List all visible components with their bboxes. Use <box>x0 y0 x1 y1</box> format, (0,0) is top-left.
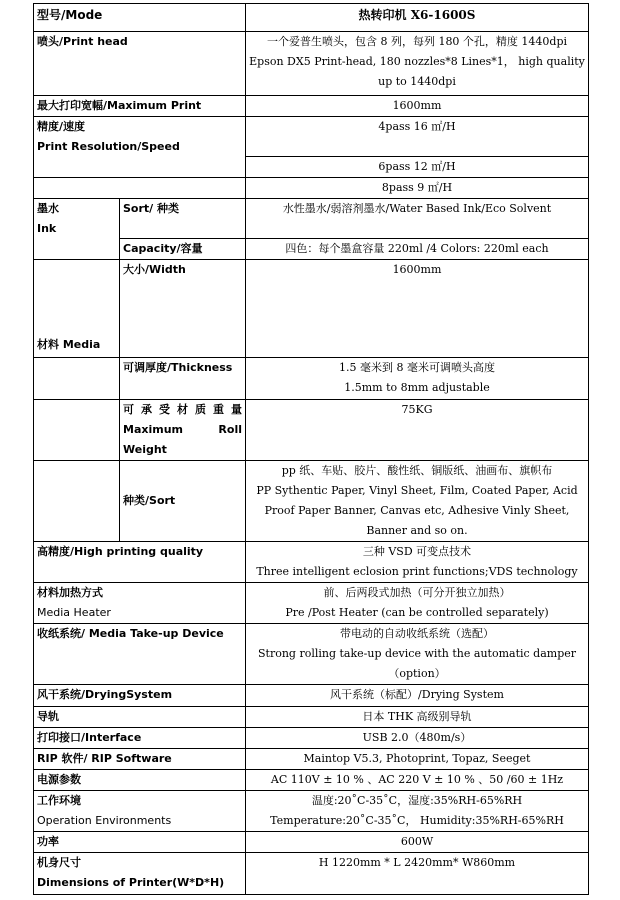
media-width-value: 1600mm <box>246 260 589 358</box>
row-wattage <box>34 832 589 853</box>
heater-label <box>34 583 246 624</box>
environment-label <box>34 791 246 832</box>
row-environment <box>34 791 589 832</box>
print-head-value-en: Epson DX5 Print-head, 180 nozzles*8 Lines*1， high quality up to 1440dpi <box>249 55 585 88</box>
quality-label: 高精度/High printing quality <box>34 542 246 583</box>
ink-sort-value: 水性墨水/弱溶剂墨水/Water Based Ink/Eco Solvent <box>246 199 589 239</box>
media-sort-en: PP Sythentic Paper, Vinyl Sheet, Film, Coated Paper, Acid Proof Paper Banner, Canvas etc, Adhesive Vinly Sheet, Banner and so on. <box>256 484 578 537</box>
media-sort-label: 种类/Sort <box>120 461 246 542</box>
print-head-value-cn: 一个爱普生喷头，包含 8 列，每列 180 个孔，精度 1440dpi <box>266 35 568 48</box>
quality-value-en: Three intelligent eclosion print functions;VDS technology <box>256 565 578 578</box>
row-media-sort <box>34 461 589 542</box>
quality-value-cn: 三种 VSD 可变点技术 <box>362 545 472 558</box>
resolution-value-3: 8pass 9 ㎡/H <box>246 178 589 199</box>
row-power <box>34 770 589 791</box>
quality-value <box>246 542 589 583</box>
heater-value <box>246 583 589 624</box>
row-quality <box>34 542 589 583</box>
resolution-blank <box>34 178 246 199</box>
environment-value-en: Temperature:20˚C-35˚C， Humidity:35%RH-65%RH <box>270 814 564 827</box>
resolution-value-1: 4pass 16 ㎡/H <box>246 117 589 157</box>
media-label: 材料 Media <box>34 260 120 358</box>
row-ink-sort <box>34 199 589 239</box>
rail-label: 导轨 <box>34 707 246 728</box>
power-value: AC 110V ± 10 % 、AC 220 V ± 10 % 、50 /60 ± 1Hz <box>246 770 589 791</box>
environment-value <box>246 791 589 832</box>
print-head-label: 喷头/Print head <box>34 32 246 96</box>
row-media-roll <box>34 400 589 461</box>
ink-label-en: Ink <box>37 222 57 235</box>
media-roll-label <box>120 400 246 461</box>
takeup-value <box>246 624 589 685</box>
media-roll-blank <box>34 400 120 461</box>
row-model <box>34 4 589 32</box>
rail-value: 日本 THK 高级别导轨 <box>246 707 589 728</box>
wattage-label: 功率 <box>34 832 246 853</box>
row-drying <box>34 685 589 707</box>
rip-value: Maintop V5.3, Photoprint, Topaz, Seeget <box>246 749 589 770</box>
media-thickness-value <box>246 358 589 400</box>
media-sort-cn: pp 纸、车贴、胶片、酸性纸、铜版纸、油画布、旗帜布 <box>281 464 553 477</box>
ink-label-cn: 墨水 <box>37 202 59 215</box>
max-print-label: 最大打印宽幅/Maximum Print <box>34 96 246 117</box>
row-resolution-1 <box>34 117 589 157</box>
ink-sort-label: Sort/ 种类 <box>120 199 246 239</box>
row-media-width <box>34 260 589 358</box>
environment-value-cn: 温度:20˚C-35˚C，湿度:35%RH-65%RH <box>311 794 523 807</box>
max-print-value: 1600mm <box>246 96 589 117</box>
spec-table <box>33 3 589 895</box>
media-width-label: 大小/Width <box>120 260 246 358</box>
power-label: 电源参数 <box>34 770 246 791</box>
ink-capacity-label: Capacity/容量 <box>120 239 246 260</box>
heater-value-en: Pre /Post Heater (can be controlled separately) <box>285 606 549 619</box>
resolution-value-2: 6pass 12 ㎡/H <box>246 157 589 178</box>
row-interface <box>34 728 589 749</box>
media-thickness-label: 可调厚度/Thickness <box>120 358 246 400</box>
environment-label-en: Operation Environments <box>37 814 172 827</box>
takeup-value-en: Strong rolling take-up device with the automatic damper （option） <box>257 647 577 680</box>
media-roll-label-2: Maximum Roll <box>123 423 242 436</box>
print-head-value <box>246 32 589 96</box>
takeup-label: 收纸系统/ Media Take-up Device <box>34 624 246 685</box>
interface-value: USB 2.0（480m/s） <box>246 728 589 749</box>
heater-label-cn: 材料加热方式 <box>37 586 103 599</box>
heater-label-en: Media Heater <box>37 606 111 619</box>
dimensions-label <box>34 853 246 895</box>
interface-label: 打印接口/Interface <box>34 728 246 749</box>
resolution-label-cn: 精度/速度 <box>37 120 86 133</box>
wattage-value: 600W <box>246 832 589 853</box>
row-resolution-3 <box>34 178 589 199</box>
media-thickness-en: 1.5mm to 8mm adjustable <box>344 381 490 394</box>
drying-value: 风干系统（标配）/Drying System <box>246 685 589 707</box>
environment-label-cn: 工作环境 <box>37 794 81 807</box>
model-label: 型号/Mode <box>34 4 246 32</box>
row-print-head <box>34 32 589 96</box>
rip-label: RIP 软件/ RIP Software <box>34 749 246 770</box>
media-roll-label-1: 可 承 受 材 质 重 量 <box>123 403 242 416</box>
row-rail <box>34 707 589 728</box>
takeup-value-cn: 带电动的自动收纸系统（选配） <box>340 627 494 640</box>
resolution-label <box>34 117 246 178</box>
dimensions-label-cn: 机身尺寸 <box>37 856 81 869</box>
dimensions-value: H 1220mm * L 2420mm* W860mm <box>246 853 589 895</box>
model-value: 热转印机 X6-1600S <box>246 4 589 32</box>
media-thickness-cn: 1.5 毫米到 8 毫米可调喷头高度 <box>339 361 495 374</box>
ink-capacity-value: 四色：每个墨盒容量 220ml /4 Colors: 220ml each <box>246 239 589 260</box>
media-roll-value: 75KG <box>246 400 589 461</box>
media-roll-label-3: Weight <box>123 443 167 456</box>
drying-label: 风干系统/DryingSystem <box>34 685 246 707</box>
row-rip <box>34 749 589 770</box>
media-sort-value <box>246 461 589 542</box>
resolution-label-en: Print Resolution/Speed <box>37 140 180 153</box>
media-sort-blank <box>34 461 120 542</box>
row-dimensions <box>34 853 589 895</box>
heater-value-cn: 前、后两段式加热（可分开独立加热） <box>323 586 511 599</box>
dimensions-label-en: Dimensions of Printer(W*D*H) <box>37 876 225 889</box>
row-takeup <box>34 624 589 685</box>
media-thickness-blank <box>34 358 120 400</box>
row-media-thickness <box>34 358 589 400</box>
row-heater <box>34 583 589 624</box>
ink-label <box>34 199 120 260</box>
row-max-print <box>34 96 589 117</box>
